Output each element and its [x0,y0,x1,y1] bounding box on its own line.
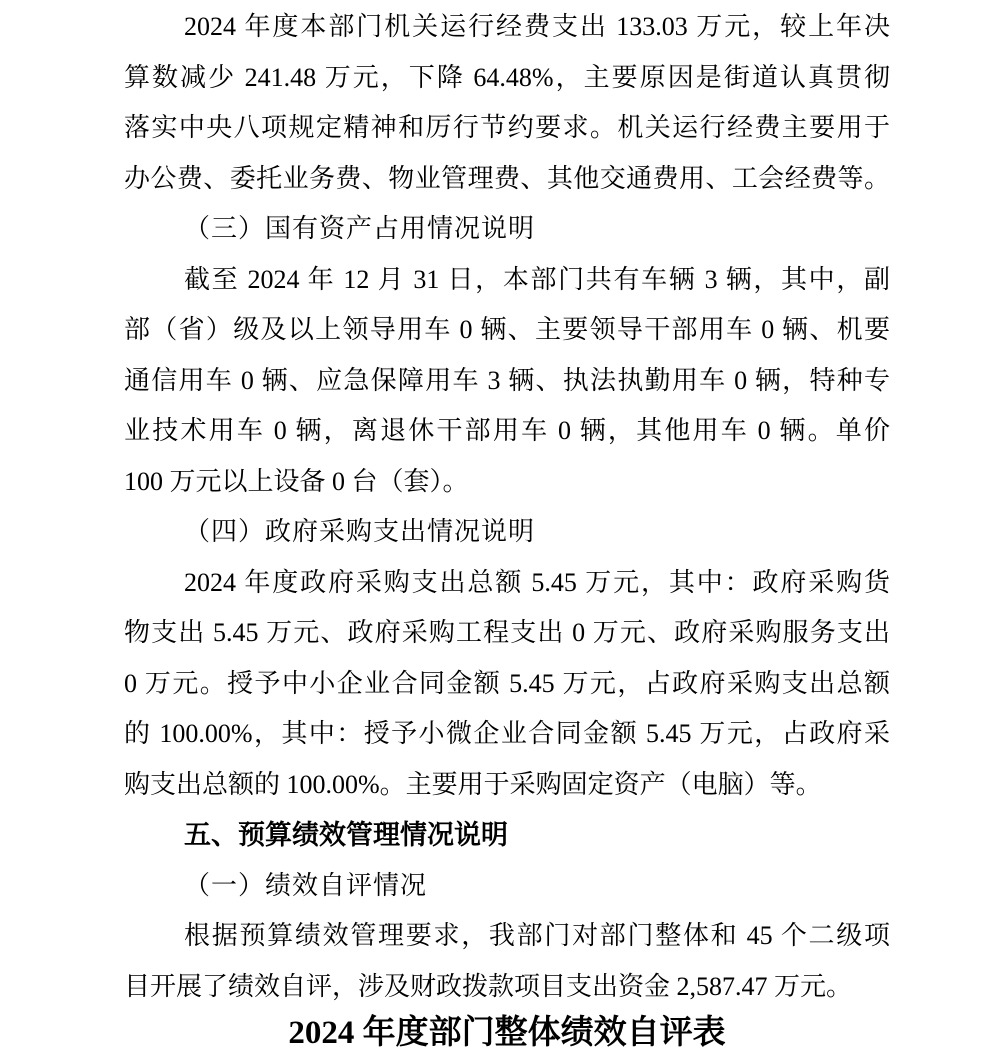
paragraph-line: 办公费、委托业务费、物业管理费、其他交通费用、工会经费等。 [124,163,890,193]
paragraph-line: 目开展了绩效自评，涉及财政拨款项目支出资金 2,587.47 万元。 [124,971,853,1001]
heading-state-assets: （三）国有资产占用情况说明 [184,214,536,243]
table-title: 2024 年度部门整体绩效自评表 [288,1015,726,1051]
paragraph-line: 截至 2024 年 12 月 31 日，本部门共有车辆 3 辆，其中，副 [184,264,890,294]
paragraph-line: 的 100.00%，其中：授予小微企业合同金额 5.45 万元，占政府采 [124,719,890,748]
paragraph-line: 100 万元以上设备 0 台（套）。 [124,466,469,496]
paragraph-line: 根据预算绩效管理要求，我部门对部门整体和 45 个二级项 [184,921,890,950]
paragraph-line: 0 万元。授予中小企业合同金额 5.45 万元，占政府采购支出总额 [124,668,890,698]
document-body [124,2,890,1058]
heading-budget-performance: 五、预算绩效管理情况说明 [184,820,508,850]
paragraph-line: 业技术用车 0 辆，离退休干部用车 0 辆，其他用车 0 辆。单价 [124,416,890,445]
paragraph-line: 2024 年度本部门机关运行经费支出 133.03 万元，较上年决 [184,12,890,41]
paragraph-line: 落实中央八项规定精神和厉行节约要求。机关运行经费主要用于 [124,113,890,142]
paragraph-line: 通信用车 0 辆、应急保障用车 3 辆、执法执勤用车 0 辆，特种专 [124,365,890,395]
paragraph-line: 部（省）级及以上领导用车 0 辆、主要领导干部用车 0 辆、机要 [124,315,890,344]
heading-self-evaluation: （一）绩效自评情况 [184,870,428,900]
paragraph-line: 2024 年度政府采购支出总额 5.45 万元，其中：政府采购货 [184,567,890,597]
heading-gov-procurement: （四）政府采购支出情况说明 [184,517,536,546]
paragraph-line: 算数减少 241.48 万元，下降 64.48%，主要原因是街道认真贯彻 [124,62,890,92]
paragraph-line: 购支出总额的 100.00%。主要用于采购固定资产（电脑）等。 [124,769,822,799]
paragraph-line: 物支出 5.45 万元、政府采购工程支出 0 万元、政府采购服务支出 [124,618,890,647]
